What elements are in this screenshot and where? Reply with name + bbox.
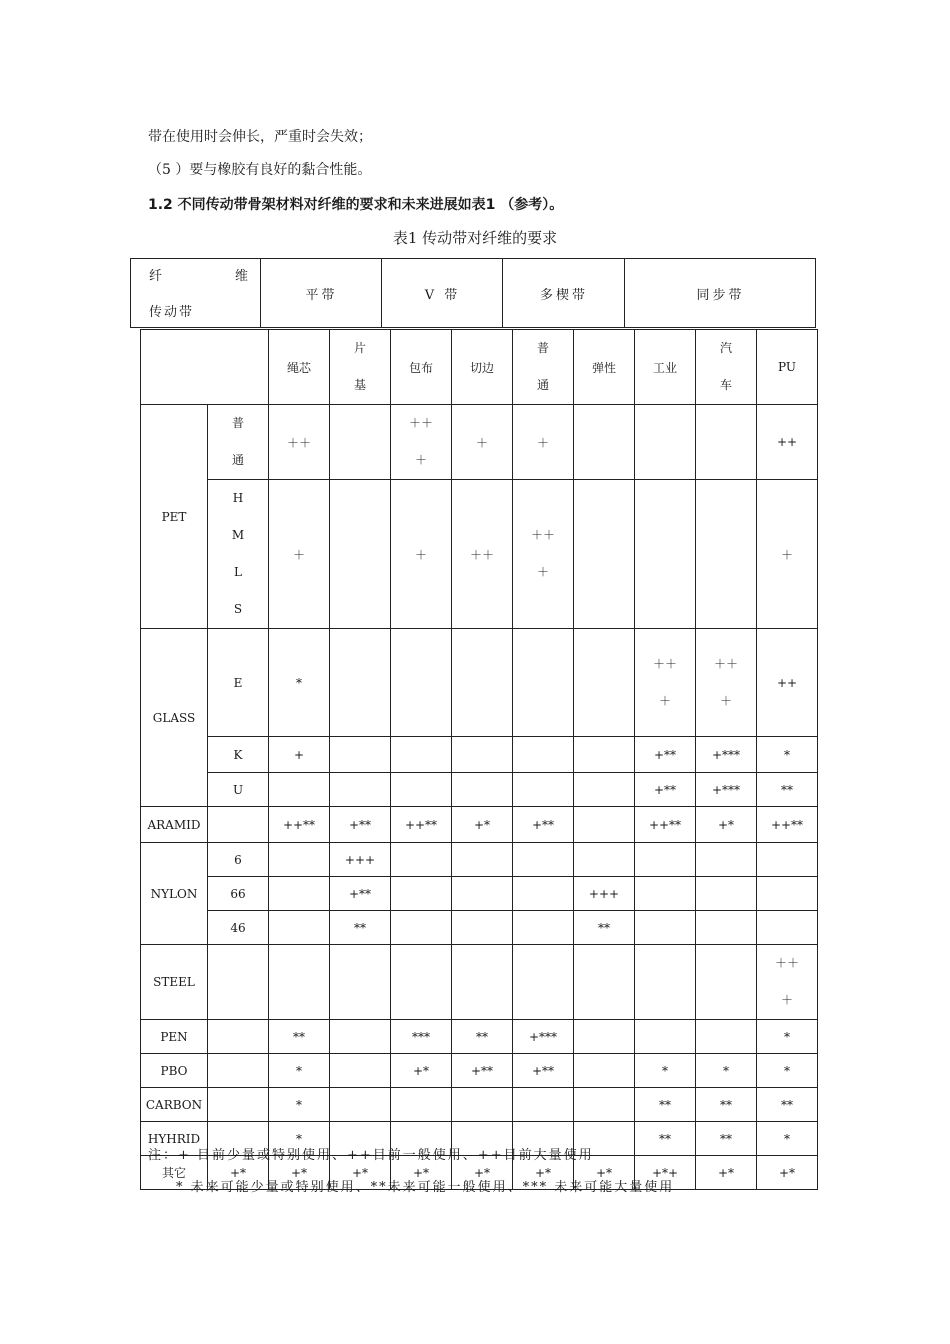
value-cell: ＋＋ [452,480,513,629]
value-cell [574,1088,635,1122]
sub-header-blank [141,330,269,405]
value-cell [635,405,696,480]
value-cell [452,945,513,1020]
sub-type-cell: U [208,773,269,807]
value-cell [330,629,391,737]
value-cell: +* [452,1156,513,1190]
value-cell: +** [635,737,696,773]
value-cell: +++ [330,843,391,877]
value-cell: +*** [696,773,757,807]
group-header-v-belt: V 带 [381,259,503,327]
value-cell: +++ [574,877,635,911]
value-cell: ** [635,1088,696,1122]
value-cell [757,877,818,911]
value-cell: ＋＋ [269,405,330,480]
value-cell: ＋ [513,405,574,480]
value-cell: * [269,1122,330,1156]
value-cell [391,1088,452,1122]
value-cell [269,877,330,911]
sub-header-wrapped: 包布 [391,330,452,405]
material-cell: STEEL [141,945,208,1020]
value-cell: +* [513,1156,574,1190]
value-cell: * [269,1088,330,1122]
material-cell: NYLON [141,843,208,945]
section-heading: 1.2 不同传动带骨架材料对纤维的要求和未来进展如表1 （参考）。 [148,197,564,213]
value-cell [757,911,818,945]
table-group-header [130,258,816,328]
sub-header-pu: PU [757,330,818,405]
sub-type-cell: K [208,737,269,773]
group-header-flat-belt: 平带 [260,259,382,327]
corner-label-bottom: 传动带 [149,305,195,320]
value-cell [574,1054,635,1088]
value-cell: +* [696,1156,757,1190]
value-cell: ++ [757,405,818,480]
value-cell: *** [391,1020,452,1054]
material-cell: CARBON [141,1088,208,1122]
value-cell [330,1088,391,1122]
value-cell: ＋＋＋ [696,629,757,737]
table-row [141,843,818,877]
value-cell: ** [757,773,818,807]
value-cell [635,1020,696,1054]
value-cell: ** [635,1122,696,1156]
value-cell [269,843,330,877]
value-cell [269,911,330,945]
value-cell [696,843,757,877]
value-cell: ＋＋＋ [635,629,696,737]
sub-header-automotive-label: 汽车 [719,341,732,392]
value-cell [391,911,452,945]
value-cell: ＋＋＋ [391,405,452,480]
value-cell [452,1088,513,1122]
value-cell [330,1020,391,1054]
sub-type-cell: 66 [208,877,269,911]
material-cell: ARAMID [141,807,208,843]
value-cell: +*+ [635,1156,696,1190]
value-cell [452,843,513,877]
value-cell [391,629,452,737]
value-cell: * [269,1054,330,1088]
sub-header-automotive [696,330,757,405]
table-row [141,1054,818,1088]
table-row [141,877,818,911]
table-row [141,629,818,737]
value-cell [513,1088,574,1122]
value-cell: ＋ [269,480,330,629]
value-cell: ++** [757,807,818,843]
table-row [141,737,818,773]
table-row [141,1088,818,1122]
body-text-line-2: （5 ）要与橡胶有良好的黏合性能。 [148,162,372,178]
value-cell: ++** [635,807,696,843]
value-cell: +*** [696,737,757,773]
table-row [141,1020,818,1054]
table-row [141,405,818,480]
value-cell: +** [513,1054,574,1088]
table-row [141,911,818,945]
sub-header-common [513,330,574,405]
value-cell: +** [452,1054,513,1088]
value-cell [635,877,696,911]
sub-type-cell: HMLS [208,480,269,629]
value-cell [696,945,757,1020]
value-cell [574,807,635,843]
value-cell: ** [757,1088,818,1122]
value-cell [635,843,696,877]
sub-header-common-label: 普通 [536,341,549,392]
sub-type-cell [208,945,269,1020]
legend-note-future: * 未来可能少量或特别使用、**未来可能一般使用、*** 未来可能大量使用 [176,1180,675,1195]
value-cell [635,480,696,629]
sub-type-cell [208,1088,269,1122]
value-cell: + [269,737,330,773]
value-cell: ** [574,911,635,945]
sub-header-industrial: 工业 [635,330,696,405]
value-cell: +* [391,1054,452,1088]
value-cell [574,773,635,807]
value-cell [574,480,635,629]
value-cell [574,629,635,737]
value-cell [452,737,513,773]
value-cell: ** [696,1122,757,1156]
value-cell [391,737,452,773]
material-cell: 其它 [141,1156,208,1190]
value-cell: +* [391,1156,452,1190]
value-cell [696,480,757,629]
value-cell: ** [330,911,391,945]
sub-type-cell: +* [208,1156,269,1190]
value-cell: ＋＋＋ [513,480,574,629]
value-cell [513,629,574,737]
value-cell [391,773,452,807]
value-cell [635,911,696,945]
value-cell [696,877,757,911]
value-cell [513,945,574,1020]
material-cell: GLASS [141,629,208,807]
value-cell [452,629,513,737]
value-cell [574,737,635,773]
value-cell: ＋ [757,480,818,629]
value-cell: * [757,1122,818,1156]
sub-type-cell: 普通 [208,405,269,480]
value-cell: ** [452,1020,513,1054]
value-cell [330,405,391,480]
value-cell [330,737,391,773]
value-cell: +* [330,1156,391,1190]
sub-type-cell: E [208,629,269,737]
material-cell: HYHRID [141,1122,208,1156]
value-cell [696,911,757,945]
corner-label-top-right: 维 [235,269,249,284]
table-row [141,807,818,843]
value-cell: +* [696,807,757,843]
material-cell: PET [141,405,208,629]
value-cell: +* [452,807,513,843]
table-row [141,945,818,1020]
value-cell: +** [330,807,391,843]
sub-header-cord: 绳芯 [269,330,330,405]
body-text-line-1: 带在使用时会伸长，严重时会失效； [148,129,372,145]
value-cell [330,773,391,807]
value-cell [513,773,574,807]
material-cell: PBO [141,1054,208,1088]
sub-type-cell [208,1020,269,1054]
value-cell: ** [696,1088,757,1122]
value-cell: ++** [391,807,452,843]
value-cell [452,773,513,807]
value-cell: +*** [513,1020,574,1054]
value-cell: +** [330,877,391,911]
value-cell: * [635,1054,696,1088]
value-cell [269,773,330,807]
legend-note-current: 注：+ 目前少量或特别使用、++目前一般使用、++目前大量使用 [148,1148,594,1163]
fiber-requirements-table [140,329,818,1190]
sub-header-sheet [330,330,391,405]
value-cell [452,877,513,911]
material-cell: PEN [141,1020,208,1054]
group-header-multi-wedge-belt: 多楔带 [502,259,625,327]
value-cell: ** [269,1020,330,1054]
value-cell: * [757,1020,818,1054]
value-cell [269,945,330,1020]
value-cell [330,480,391,629]
sub-type-cell: 6 [208,843,269,877]
sub-header-row [141,330,818,405]
value-cell [391,877,452,911]
group-header-timing-belt: 同步带 [624,259,816,327]
value-cell: ++ [757,629,818,737]
value-cell [452,911,513,945]
value-cell: * [757,1054,818,1088]
value-cell: +** [635,773,696,807]
value-cell [513,737,574,773]
value-cell: ++** [269,807,330,843]
value-cell: * [757,737,818,773]
value-cell [574,843,635,877]
value-cell [696,1020,757,1054]
value-cell [391,843,452,877]
value-cell [574,405,635,480]
value-cell [513,911,574,945]
sub-type-cell [208,1054,269,1088]
table-row [141,773,818,807]
value-cell [696,405,757,480]
value-cell [574,945,635,1020]
sub-header-elastic: 弹性 [574,330,635,405]
corner-label-top-left: 纤 [149,269,163,284]
value-cell: +** [513,807,574,843]
value-cell [757,843,818,877]
value-cell: +* [269,1156,330,1190]
table-caption: 表1 传动带对纤维的要求 [392,229,558,247]
value-cell [330,1054,391,1088]
value-cell: ＋ [391,480,452,629]
sub-header-sheet-label: 片基 [353,341,366,392]
value-cell [574,1020,635,1054]
value-cell [330,945,391,1020]
value-cell: * [269,629,330,737]
sub-type-cell: 46 [208,911,269,945]
sub-type-cell [208,807,269,843]
value-cell: ＋＋＋ [757,945,818,1020]
value-cell: * [696,1054,757,1088]
sub-header-cut-edge: 切边 [452,330,513,405]
value-cell [635,945,696,1020]
value-cell [513,843,574,877]
value-cell: +* [757,1156,818,1190]
value-cell [513,877,574,911]
table-row [141,480,818,629]
value-cell: +* [574,1156,635,1190]
value-cell [391,945,452,1020]
value-cell: ＋ [452,405,513,480]
